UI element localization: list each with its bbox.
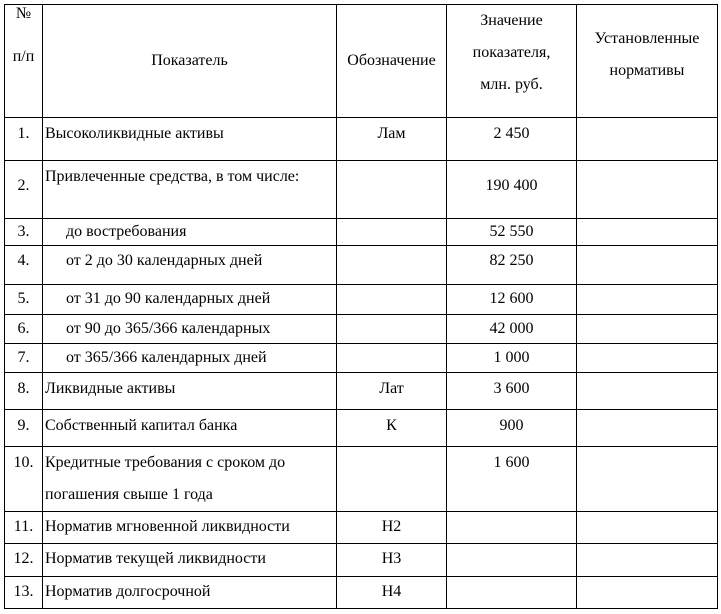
table-row [5, 285, 718, 315]
header-value-line2: показателя, [472, 44, 551, 61]
table-row [5, 373, 718, 410]
row-norm [577, 219, 718, 246]
row-value: 42 000 [447, 315, 577, 344]
row-indicator: до востребования [43, 219, 337, 246]
row-number: 6. [5, 315, 43, 344]
table-row [5, 118, 718, 161]
table-row [5, 447, 718, 512]
row-number: 11. [5, 512, 43, 544]
header-value-line1: Значение [480, 12, 543, 29]
row-value: 190 400 [447, 161, 577, 219]
row-number: 12. [5, 544, 43, 577]
row-designation [337, 315, 447, 344]
row-indicator: Собственный капитал банка [43, 410, 337, 447]
table-row [5, 315, 718, 344]
liquidity-table [4, 4, 718, 609]
row-indicator: от 90 до 365/366 календарных [43, 315, 337, 344]
table-row [5, 512, 718, 544]
row-designation [337, 447, 447, 512]
table-body [5, 118, 718, 609]
row-value: 1 600 [447, 447, 577, 512]
row-indicator: от 31 до 90 календарных дней [43, 285, 337, 315]
row-norm [577, 373, 718, 410]
row-number: 7. [5, 344, 43, 373]
row-designation: К [337, 410, 447, 447]
row-number: 3. [5, 219, 43, 246]
header-number [5, 5, 43, 118]
row-number: 9. [5, 410, 43, 447]
header-designation: Обозначение [337, 5, 447, 118]
row-number: 2. [5, 161, 43, 219]
header-norms [577, 5, 718, 118]
row-norm [577, 246, 718, 285]
row-designation [337, 219, 447, 246]
row-value [447, 577, 577, 609]
row-value [447, 512, 577, 544]
row-designation [337, 161, 447, 219]
table-row [5, 246, 718, 285]
table-row [5, 161, 718, 219]
row-value: 2 450 [447, 118, 577, 161]
row-norm [577, 512, 718, 544]
header-indicator: Показатель [43, 5, 337, 118]
row-designation: Н2 [337, 512, 447, 544]
row-number: 5. [5, 285, 43, 315]
row-norm [577, 161, 718, 219]
header-number-line1: № [15, 5, 32, 22]
row-indicator: от 365/366 календарных дней [43, 344, 337, 373]
row-number: 10. [5, 447, 43, 512]
row-number: 8. [5, 373, 43, 410]
row-norm [577, 577, 718, 609]
row-norm [577, 544, 718, 577]
row-norm [577, 118, 718, 161]
row-value: 52 550 [447, 219, 577, 246]
row-indicator: Норматив мгновенной ликвидности [43, 512, 337, 544]
row-indicator: Кредитные требования с сроком до погашения свыше 1 года [43, 447, 337, 512]
row-designation [337, 285, 447, 315]
row-designation: Н3 [337, 544, 447, 577]
row-norm [577, 447, 718, 512]
row-indicator: Ликвидные активы [43, 373, 337, 410]
header-number-line2: п/п [12, 48, 35, 65]
row-value: 900 [447, 410, 577, 447]
table-row [5, 577, 718, 609]
row-norm [577, 285, 718, 315]
row-value: 12 600 [447, 285, 577, 315]
row-designation [337, 246, 447, 285]
row-indicator: Привлеченные средства, в том числе: [43, 161, 337, 219]
row-norm [577, 344, 718, 373]
row-indicator: Норматив текущей ликвидности [43, 544, 337, 577]
header-norms-line2: нормативы [609, 62, 685, 79]
table-row [5, 544, 718, 577]
row-number: 1. [5, 118, 43, 161]
row-value: 1 000 [447, 344, 577, 373]
row-norm [577, 410, 718, 447]
row-number: 4. [5, 246, 43, 285]
row-norm [577, 315, 718, 344]
header-norms-line1: Установленные [594, 30, 700, 47]
header-value-line3: млн. руб. [480, 76, 543, 93]
table-row [5, 410, 718, 447]
table-row [5, 219, 718, 246]
row-indicator: Высоколиквидные активы [43, 118, 337, 161]
table-row [5, 344, 718, 373]
row-designation: Лам [337, 118, 447, 161]
row-value: 82 250 [447, 246, 577, 285]
row-designation [337, 344, 447, 373]
row-value [447, 544, 577, 577]
row-indicator: Норматив долгосрочной [43, 577, 337, 609]
row-value: 3 600 [447, 373, 577, 410]
row-designation: Н4 [337, 577, 447, 609]
table-header [5, 5, 718, 118]
header-value [447, 5, 577, 118]
row-designation: Лат [337, 373, 447, 410]
row-number: 13. [5, 577, 43, 609]
row-indicator: от 2 до 30 календарных дней [43, 246, 337, 285]
